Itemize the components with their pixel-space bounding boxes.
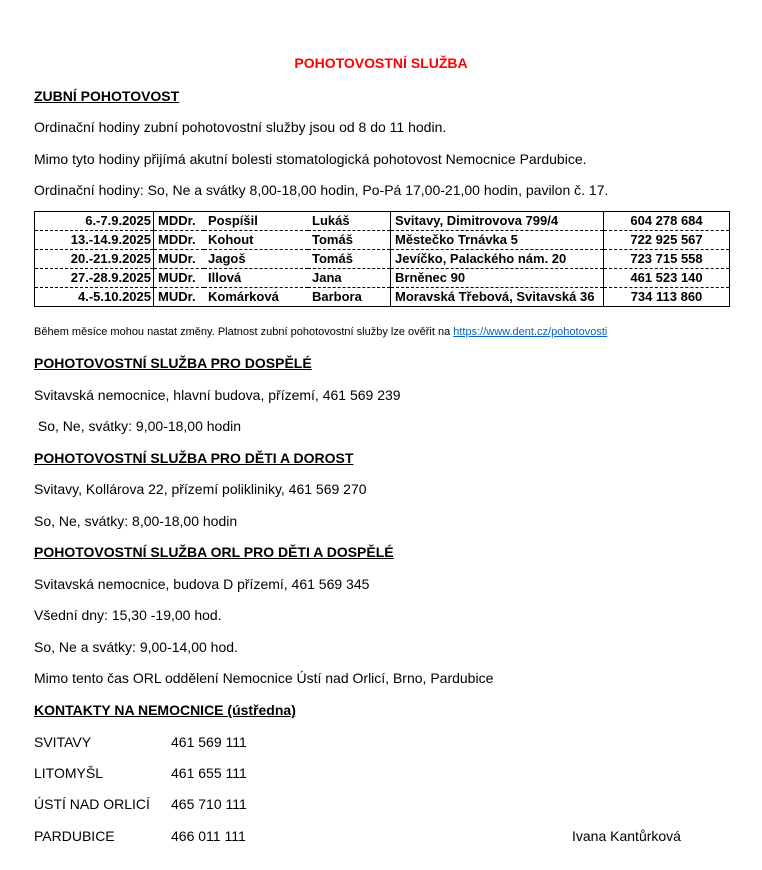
contact-phone: 465 710 111 [171, 796, 247, 812]
dental-heading: ZUBNÍ POHOTOVOST [34, 88, 180, 104]
schedule-surname-cell: Kohout [204, 231, 308, 250]
orl-weekday-hours: Všední dny: 15,30 -19,00 hod. [34, 607, 222, 623]
schedule-address-cell: Jevíčko, Palackého nám. 20 [391, 250, 604, 269]
schedule-title-cell: MUDr. [158, 289, 196, 304]
dental-outside-hours-text: Mimo tyto hodiny přijímá akutní bolesti stomatologická pohotovost Nemocnice Pardubice. [34, 151, 587, 167]
schedule-date-cell: 20.-21.9.2025 [35, 250, 154, 269]
schedule-date-cell: 4.-5.10.2025 [35, 288, 154, 307]
orl-location: Svitavská nemocnice, budova D přízemí, 461 569 345 [34, 576, 370, 592]
schedule-surname-cell: Illová [204, 269, 308, 288]
contact-city: SVITAVY [34, 734, 92, 750]
schedule-address-cell: Svitavy, Dimitrovova 799/4 [391, 212, 604, 231]
schedule-phone-cell: 722 925 567 [604, 231, 730, 250]
contact-city: LITOMYŠL [34, 765, 103, 781]
schedule-phone-cell: 734 113 860 [630, 289, 703, 304]
orl-outside-hours: Mimo tento čas ORL oddělení Nemocnice Ústí nad Orlicí, Brno, Pardubice [34, 670, 494, 686]
schedule-date-cell: 6.-7.9.2025 [35, 212, 154, 231]
adults-hours: So, Ne, svátky: 9,00-18,00 hodin [34, 418, 242, 434]
contact-phone: 466 011 111 [171, 828, 246, 844]
schedule-row [35, 231, 730, 250]
schedule-surname-cell: Jagoš [204, 250, 308, 269]
dental-schedule-table [34, 211, 730, 307]
schedule-row [35, 269, 730, 288]
children-location: Svitavy, Kollárova 22, přízemí polikliniky, 461 569 270 [34, 481, 367, 497]
schedule-address-cell: Brněnec 90 [391, 269, 604, 288]
contact-phone: 461 569 111 [171, 734, 247, 750]
schedule-name-cell: Tomáš [308, 231, 391, 250]
schedule-title-cell: MUDr. [154, 250, 205, 269]
schedule-phone-cell: 604 278 684 [604, 212, 730, 231]
schedule-title-cell: MDDr. [154, 212, 205, 231]
schedule-title-cell: MDDr. [154, 231, 205, 250]
schedule-row [35, 288, 730, 307]
children-heading: POHOTOVOSTNÍ SLUŽBA PRO DĚTI A DOROST [34, 450, 354, 466]
dental-pardubice-hours-text: Ordinační hodiny: So, Ne a svátky 8,00-18,00 hodin, Po-Pá 17,00-21,00 hodin, pavilon č. 17. [34, 182, 609, 198]
dental-hours-text: Ordinační hodiny zubní pohotovostní služby jsou od 8 do 11 hodin. [34, 119, 447, 135]
schedule-surname-cell: Pospíšil [204, 212, 308, 231]
orl-weekend-hours: So, Ne a svátky: 9,00-14,00 hod. [34, 639, 238, 655]
page-title: POHOTOVOSTNÍ SLUŽBA [294, 55, 468, 71]
dental-note [34, 326, 607, 338]
contact-phone: 461 655 111 [171, 765, 247, 781]
dental-note-text: Během měsíce mohou nastat změny. Platnost zubní pohotovostní služby lze ověřit na [34, 326, 454, 338]
schedule-name-cell: Jana [308, 269, 391, 288]
schedule-phone-cell: 723 715 558 [604, 250, 730, 269]
orl-heading: POHOTOVOSTNÍ SLUŽBA ORL PRO DĚTI A DOSPĚLÉ [34, 544, 394, 560]
schedule-date-cell: 13.-14.9.2025 [35, 231, 154, 250]
adults-location: Svitavská nemocnice, hlavní budova, přízemí, 461 569 239 [34, 387, 401, 403]
schedule-surname-cell: Komárková [208, 289, 279, 304]
adults-heading: POHOTOVOSTNÍ SLUŽBA PRO DOSPĚLÉ [34, 355, 312, 371]
children-hours: So, Ne, svátky: 8,00-18,00 hodin [34, 513, 238, 529]
schedule-row [35, 250, 730, 269]
schedule-date-cell: 27.-28.9.2025 [35, 269, 154, 288]
schedule-title-cell: MUDr. [154, 269, 205, 288]
schedule-row [35, 212, 730, 231]
schedule-address-cell: Moravská Třebová, Svitavská 36 [391, 288, 604, 307]
contact-city: PARDUBICE [34, 828, 115, 844]
schedule-phone-cell: 461 523 140 [604, 269, 730, 288]
schedule-name-cell: Lukáš [308, 212, 391, 231]
contacts-heading: KONTAKTY NA NEMOCNICE (ústředna) [34, 702, 296, 718]
dent-link[interactable]: https://www.dent.cz/pohotovosti [453, 326, 608, 338]
signature: Ivana Kantůrková [572, 828, 681, 844]
schedule-address-cell: Městečko Trnávka 5 [391, 231, 604, 250]
contact-city: ÚSTÍ NAD ORLICÍ [34, 796, 150, 812]
schedule-name-cell: Barbora [308, 288, 391, 307]
schedule-name-cell: Tomáš [308, 250, 391, 269]
